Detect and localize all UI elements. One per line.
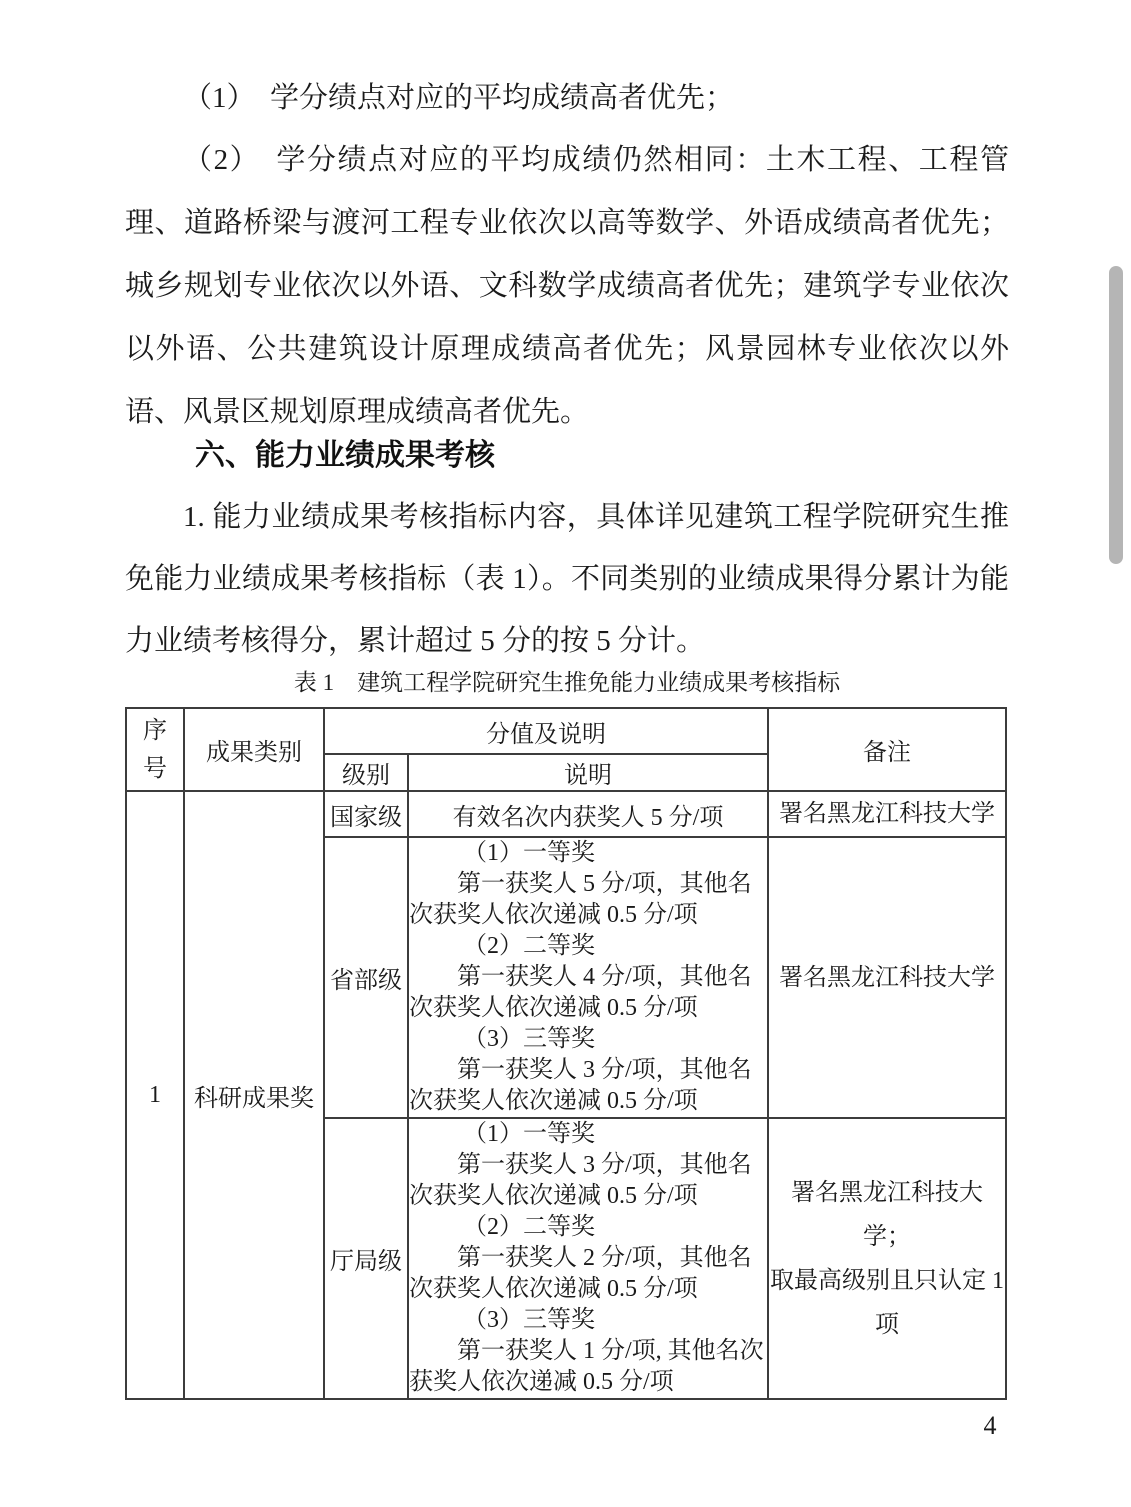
cell-desc-provincial (408, 837, 768, 1118)
body-paragraph-1: （1） 学分绩点对应的平均成绩高者优先； (183, 82, 735, 114)
award-item-title: （2）二等奖 (463, 933, 595, 959)
page-number: 4 (983, 1411, 997, 1440)
body-paragraph-2: （2） 学分绩点对应的平均成绩仍然相同：土木工程、工程管理、道路桥梁与渡河工程专业依次以高等数学、外语成绩高者优先；城乡规划专业依次以外语、文科数学成绩高者优先；建筑学专业依次以外语、公共建筑设计原理成绩高者优先；风景园林专业依次以外语、风景区规划原理成绩高者优先。 (125, 144, 1009, 428)
header-remark: 备注 (768, 708, 1006, 791)
cell-remark-national (768, 791, 1006, 837)
cell-level-departmental: 厅局级 (324, 1118, 408, 1399)
remark-text-line2: 取最高级别且只认定 1 项 (770, 1267, 1004, 1338)
cell-desc-departmental (408, 1118, 768, 1399)
award-item-detail: 第一获奖人 4 分/项，其他名次获奖人依次递减 0.5 分/项 (409, 964, 752, 1021)
award-item-title: （3）三等奖 (463, 1026, 595, 1052)
award-item-detail: 第一获奖人 3 分/项，其他名次获奖人依次递减 0.5 分/项 (409, 1057, 752, 1114)
cell-level-provincial: 省部级 (324, 837, 408, 1118)
award-item-title: （1）一等奖 (463, 840, 595, 866)
header-desc: 说明 (408, 754, 768, 791)
cell-seq-1: 1 (126, 791, 184, 1399)
assessment-indicator-table (125, 707, 1007, 1400)
cell-desc-national: 有效名次内获奖人 5 分/项 (408, 791, 768, 837)
cell-remark-provincial (768, 837, 1006, 1118)
award-item-detail: 第一获奖人 5 分/项，其他名次获奖人依次递减 0.5 分/项 (409, 871, 752, 928)
section-heading: 六、能力业绩成果考核 (195, 439, 495, 472)
award-item-title: （1）一等奖 (463, 1121, 595, 1147)
scrollbar-thumb[interactable] (1109, 266, 1123, 564)
cell-level-national: 国家级 (324, 791, 408, 837)
award-item-title: （2）二等奖 (463, 1214, 595, 1240)
remark-text-line1: 署名黑龙江科技大学； (791, 1179, 983, 1250)
award-item-detail: 第一获奖人 3 分/项，其他名次获奖人依次递减 0.5 分/项 (409, 1152, 752, 1209)
table-caption: 表 1 建筑工程学院研究生推免能力业绩成果考核指标 (293, 670, 841, 695)
cell-category-research-award: 科研成果奖 (184, 791, 324, 1399)
header-seq: 序号 (126, 708, 184, 791)
remark-text: 署名黑龙江科技大学 (779, 964, 995, 991)
table-container (125, 707, 1007, 1400)
header-level: 级别 (324, 754, 408, 791)
remark-text: 署名黑龙江科技大学 (779, 801, 995, 827)
award-item-detail: 第一获奖人 2 分/项，其他名次获奖人依次递减 0.5 分/项 (409, 1245, 752, 1302)
body-paragraph-3: 1. 能力业绩成果考核指标内容，具体详见建筑工程学院研究生推免能力业绩成果考核指标（表 1）。不同类别的业绩成果得分累计为能力业绩考核得分，累计超过 5 分的按 5 分计。 (125, 501, 1009, 657)
cell-remark-departmental (768, 1118, 1006, 1399)
award-item-title: （3）三等奖 (463, 1307, 595, 1333)
award-item-detail: 第一获奖人 1 分/项, 其他名次获奖人依次递减 0.5 分/项 (409, 1338, 764, 1395)
header-score-and-desc: 分值及说明 (324, 708, 768, 754)
header-category: 成果类别 (184, 708, 324, 791)
